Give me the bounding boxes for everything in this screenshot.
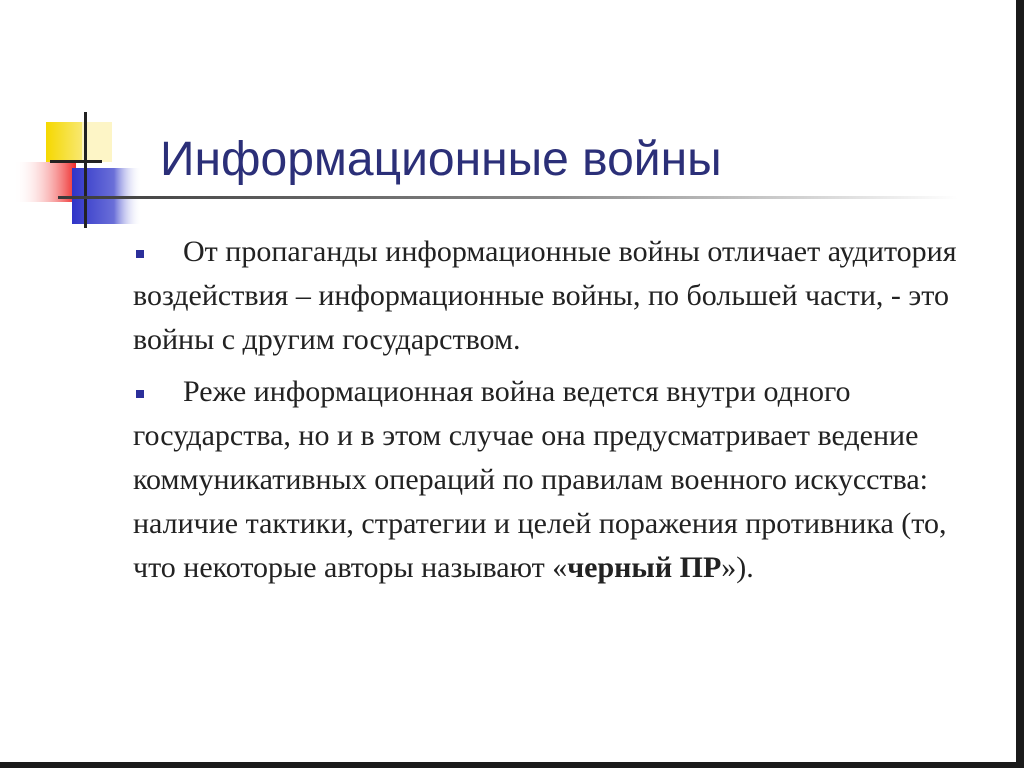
title-underline (58, 196, 958, 199)
square-bullet-icon (136, 390, 144, 398)
slide-edge-bottom (0, 762, 1024, 768)
horizontal-rule-short (50, 160, 102, 163)
yellow-square (46, 122, 82, 162)
bullet-text-end: »). (721, 551, 754, 584)
slide-edge-right (1016, 0, 1024, 768)
slide-title: Информационные войны (160, 133, 722, 186)
slide-body (133, 230, 963, 598)
bullet-item (133, 370, 963, 590)
bullet-text: От пропаганды информационные войны отличает аудитория воздействия – информационные войны, по большей части, - это войны с другим государством. (133, 235, 957, 356)
bullet-item (133, 230, 963, 362)
bullet-text-start: Реже информационная война ведется внутри одного государства, но и в этом случае она предусматривает ведение коммуникативных операций по правилам военного искусства: наличие тактики, стратегии и целей поражения противника (то, что некоторые авторы называют « (133, 375, 947, 584)
bullet-text-bold: черный ПР (567, 551, 722, 584)
vertical-rule (84, 112, 87, 228)
square-bullet-icon (136, 250, 144, 258)
color-squares-decoration (0, 0, 170, 240)
